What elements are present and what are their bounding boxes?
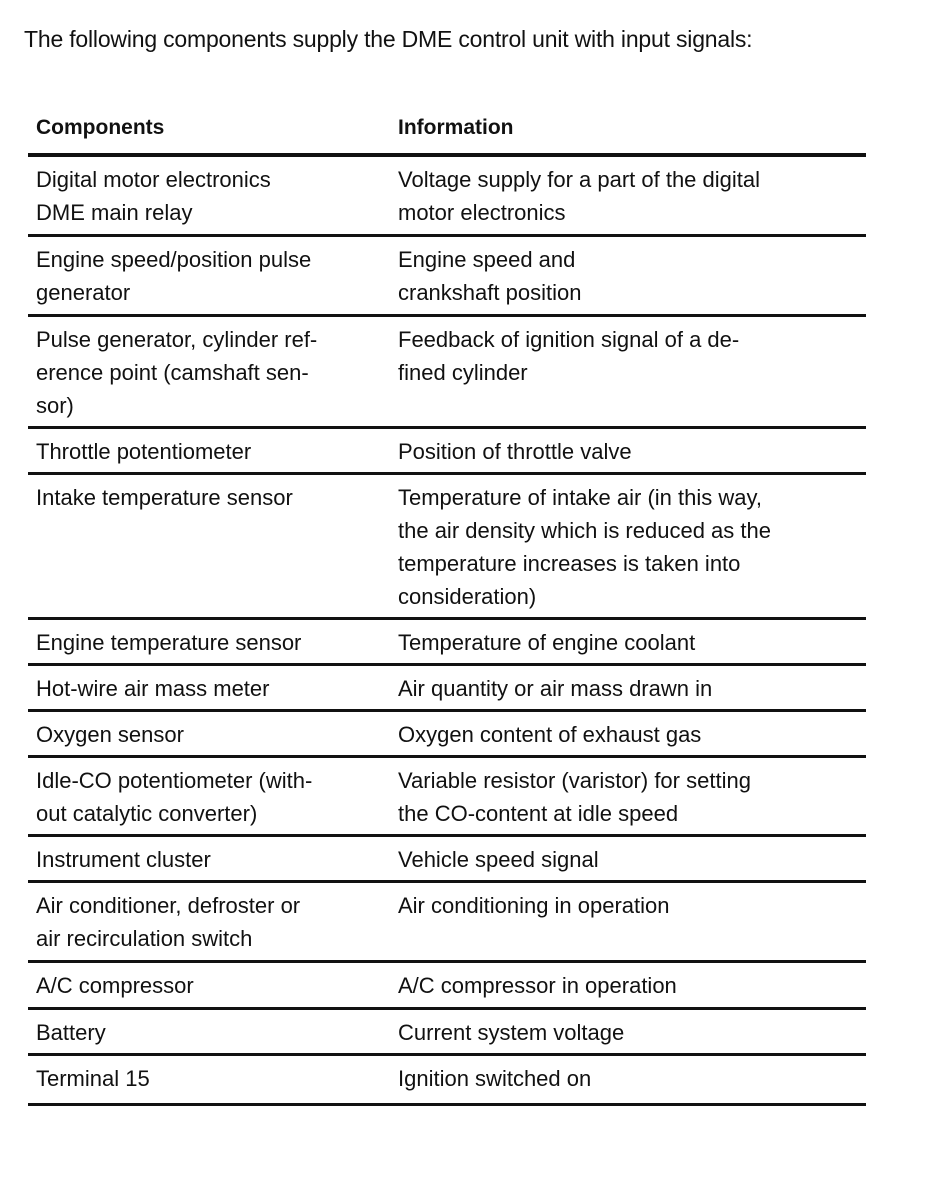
information-cell: Position of throttle valve	[398, 439, 632, 464]
table-header	[28, 110, 866, 157]
table-row	[28, 237, 866, 317]
table-row	[28, 758, 866, 837]
component-cell: Battery	[36, 1020, 106, 1045]
header-information: Information	[398, 116, 514, 139]
component-cell: Digital motor electronics DME main relay	[36, 167, 271, 225]
table-row	[28, 1056, 866, 1106]
component-cell: Instrument cluster	[36, 847, 211, 872]
table-row	[28, 429, 866, 475]
component-cell: A/C compressor	[36, 973, 194, 998]
information-cell: Air quantity or air mass drawn in	[398, 676, 713, 701]
table-row	[28, 157, 866, 237]
information-cell: Air conditioning in operation	[398, 893, 670, 918]
information-cell: Voltage supply for a part of the digital motor electronics	[398, 167, 761, 225]
intro-text: The following components supply the DME control unit with input signals:	[24, 26, 753, 52]
component-cell: Hot-wire air mass meter	[36, 676, 270, 701]
information-cell: Current system voltage	[398, 1020, 625, 1045]
table-row	[28, 666, 866, 712]
component-cell: Intake temperature sensor	[36, 485, 293, 510]
information-cell: Oxygen content of exhaust gas	[398, 722, 702, 747]
components-table	[28, 110, 866, 1106]
component-cell: Engine temperature sensor	[36, 630, 302, 655]
header-components: Components	[36, 116, 165, 139]
table-row	[28, 317, 866, 429]
information-cell: Variable resistor (varistor) for setting the CO-content at idle speed	[398, 768, 751, 826]
information-cell: Temperature of engine coolant	[398, 630, 696, 655]
table-row	[28, 883, 866, 963]
component-cell: Oxygen sensor	[36, 722, 184, 747]
information-cell: Temperature of intake air (in this way, the air density which is reduced as the temperature increases is taken into consideration)	[398, 485, 771, 609]
information-cell: Engine speed and crankshaft position	[398, 247, 582, 305]
information-cell: Vehicle speed signal	[398, 847, 599, 872]
information-cell: Feedback of ignition signal of a de- fined cylinder	[398, 327, 740, 385]
table-row	[28, 1010, 866, 1056]
information-cell: Ignition switched on	[398, 1066, 592, 1091]
component-cell: Air conditioner, defroster or air recirculation switch	[36, 893, 301, 951]
component-cell: Engine speed/position pulse generator	[36, 247, 312, 305]
table-row	[28, 837, 866, 883]
table-row	[28, 712, 866, 758]
component-cell: Terminal 15	[36, 1066, 150, 1091]
component-cell: Pulse generator, cylinder ref- erence point (camshaft sen- sor)	[36, 327, 318, 418]
table-row	[28, 963, 866, 1010]
table-row	[28, 475, 866, 620]
information-cell: A/C compressor in operation	[398, 973, 677, 998]
component-cell: Idle-CO potentiometer (with- out catalytic converter)	[36, 768, 313, 826]
component-cell: Throttle potentiometer	[36, 439, 252, 464]
table-row	[28, 620, 866, 666]
